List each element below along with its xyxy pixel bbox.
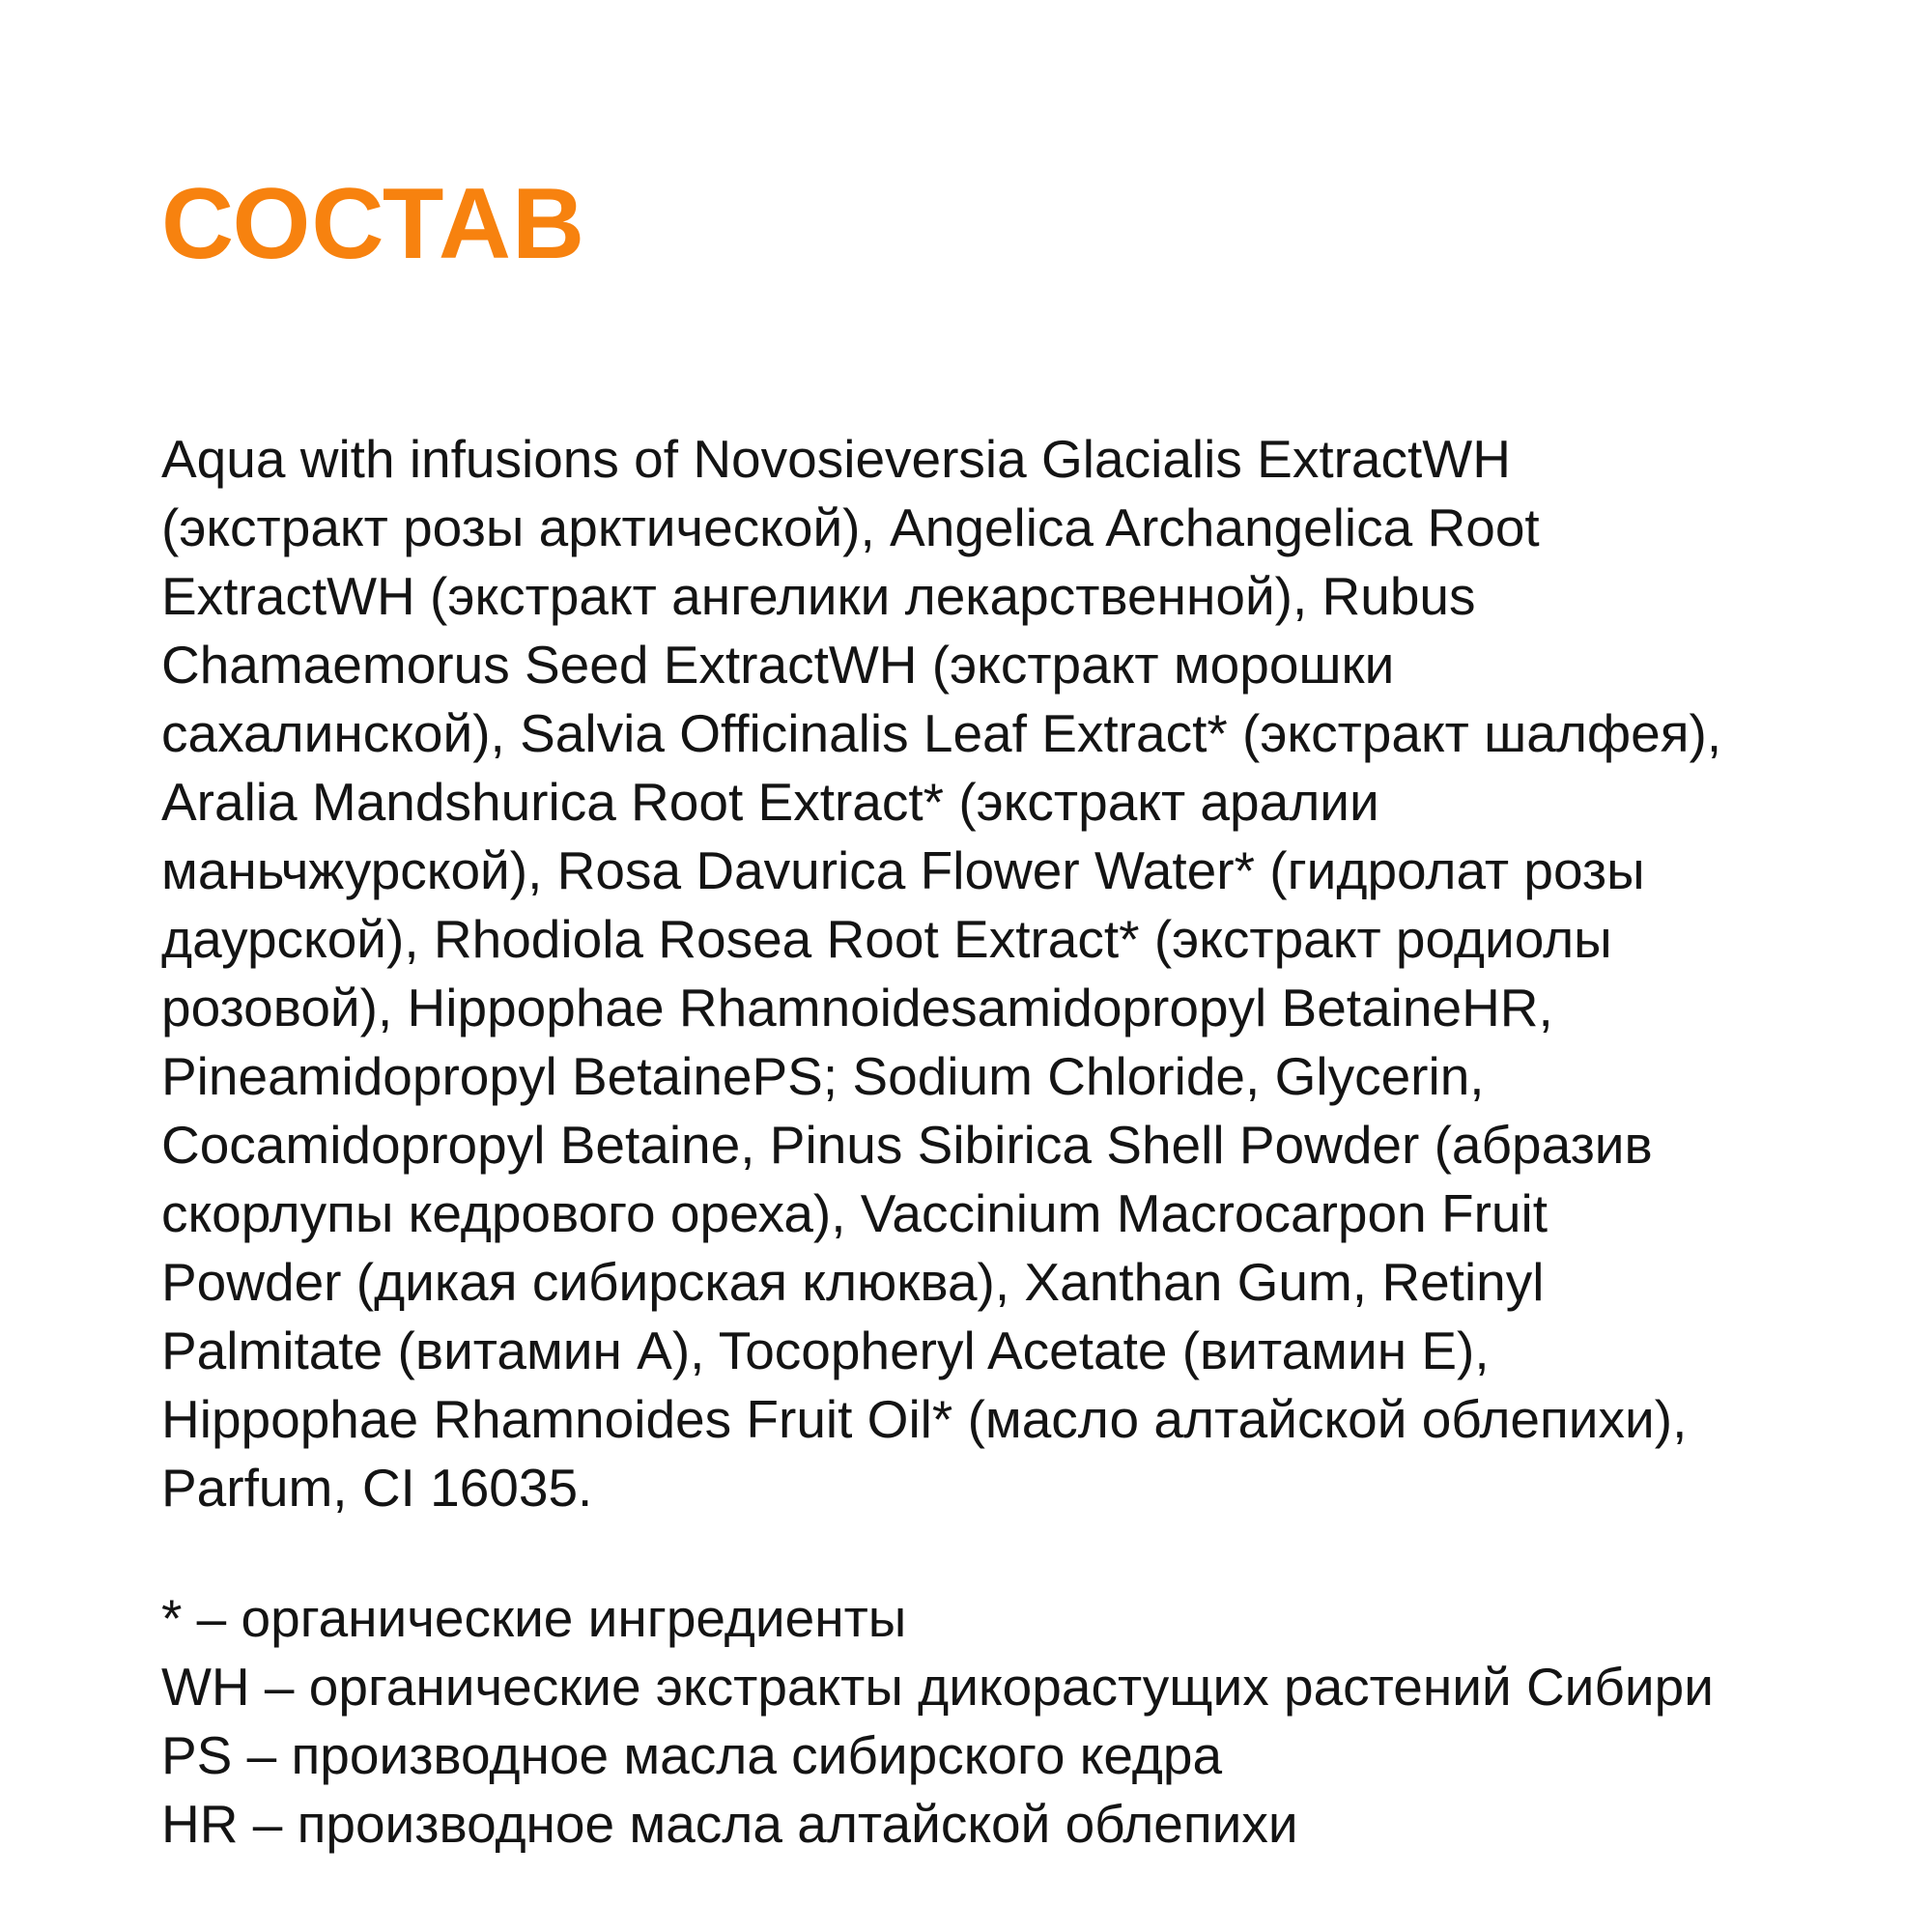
page-title: СОСТАВ (161, 168, 586, 280)
composition-line: сахалинской), Salvia Officinalis Leaf Extract* (экстракт шалфея), (161, 703, 1722, 763)
composition-line: (экстракт розы арктической), Angelica Archangelica Root (161, 497, 1540, 557)
composition-line: Chamaemorus Seed ExtractWH (экстракт морошки (161, 635, 1395, 695)
composition-line: Powder (дикая сибирская клюква), Xanthan Gum, Retinyl (161, 1252, 1545, 1312)
legend-wh: WH – органические экстракты дикорастущих растений Сибири (161, 1657, 1714, 1717)
composition-line: Palmitate (витамин А), Tocopheryl Acetate (витамин Е), (161, 1321, 1490, 1380)
composition-line: Cocamidopropyl Betaine, Pinus Sibirica Shell Powder (абразив (161, 1115, 1653, 1175)
composition-line: ExtractWH (экстракт ангелики лекарственной), Rubus (161, 566, 1476, 626)
legend (161, 1584, 1823, 1859)
composition-line: даурской), Rhodiola Rosea Root Extract* (экстракт родиолы (161, 909, 1612, 969)
composition-line: Pineamidopropyl BetainePS; Sodium Chloride, Glycerin, (161, 1046, 1485, 1106)
composition-line: розовой), Hippophae Rhamnoidesamidopropyl BetaineHR, (161, 978, 1553, 1037)
composition-line: Aralia Mandshurica Root Extract* (экстракт аралии (161, 772, 1379, 832)
composition-line: Parfum, CI 16035. (161, 1458, 593, 1518)
composition-text (161, 425, 1784, 1522)
composition-line: Aqua with infusions of Novosieversia Glacialis ExtractWH (161, 429, 1511, 489)
composition-line: скорлупы кедрового ореха), Vaccinium Macrocarpon Fruit (161, 1183, 1548, 1243)
composition-line: маньчжурской), Rosa Davurica Flower Water* (гидролат розы (161, 840, 1645, 900)
legend-ps: PS – производное масла сибирского кедра (161, 1725, 1223, 1785)
legend-organic: * – органические ингредиенты (161, 1588, 907, 1648)
composition-line: Hippophae Rhamnoides Fruit Oil* (масло алтайской облепихи), (161, 1389, 1688, 1449)
legend-hr: HR – производное масла алтайской облепихи (161, 1794, 1298, 1854)
